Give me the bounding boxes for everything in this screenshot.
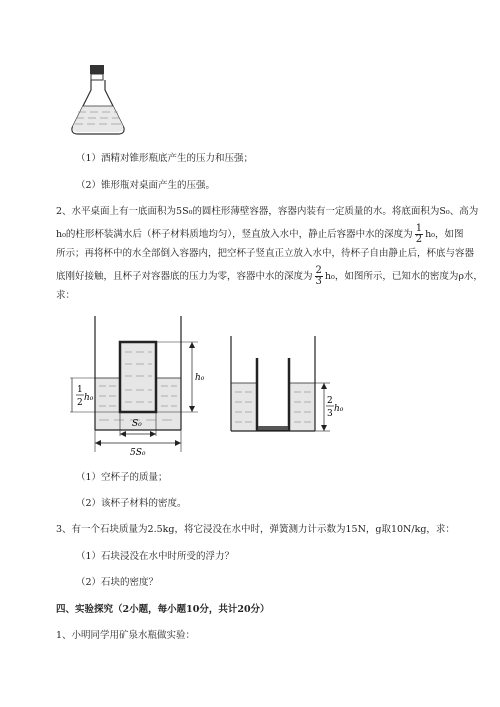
fig1-s0-label: S₀ bbox=[132, 419, 142, 429]
fig1-half-num: 1 bbox=[77, 385, 83, 395]
problem1-sub2: （2）锥形瓶对桌面产生的压强。 bbox=[76, 180, 216, 191]
fraction-half bbox=[415, 224, 423, 245]
container-figure-1 bbox=[64, 312, 204, 458]
problem2-sub1: （1）空杯子的质量； bbox=[76, 472, 168, 483]
fig2-frac-den: 3 bbox=[327, 409, 333, 419]
problem2-sub2: （2）该杯子材料的密度。 bbox=[76, 498, 187, 509]
container-figure-2 bbox=[226, 330, 346, 436]
fig1-half-den: 2 bbox=[77, 398, 83, 408]
problem2-line4a: 底刚好接触，且杯子对容器底的压力为零，容器中水的深度为 bbox=[56, 271, 313, 282]
fraction-two-thirds-num: 2 bbox=[315, 265, 322, 276]
problem3-sub1: （1）石块浸没在水中时所受的浮力？ bbox=[76, 551, 235, 562]
fraction-half-num: 1 bbox=[415, 223, 423, 234]
fraction-two-thirds bbox=[315, 266, 323, 287]
problem1-sub1: （1）酒精对锥形瓶底产生的压力和压强； bbox=[76, 153, 254, 164]
section4-heading: 四、实验探究（2小题，每小题10分，共计20分） bbox=[56, 604, 270, 615]
problem2-line2b: h₀，如图 bbox=[425, 229, 464, 240]
flask-figure bbox=[66, 62, 130, 138]
fraction-two-thirds-den: 3 bbox=[315, 276, 322, 287]
problem2-line4 bbox=[56, 266, 483, 287]
fraction-half-den: 2 bbox=[415, 234, 423, 245]
problem2-line5: 求： bbox=[56, 290, 76, 301]
problem2-line1: 2、水平桌面上有一底面积为5S₀的圆柱形薄壁容器，容器内装有一定质量的水。将底面积为S₀、高为 bbox=[56, 206, 479, 217]
fig2-h0: h₀ bbox=[334, 404, 344, 414]
problem2-line2a: h₀的柱形杯装满水后（杯子材料质地均匀），竖直放入水中，静止后容器中水的深度为 bbox=[56, 229, 413, 240]
fig1-half-h0: h₀ bbox=[84, 393, 94, 403]
section4-q1: 1、小明同学用矿泉水瓶做实验： bbox=[56, 630, 196, 641]
fig1-h0-label: h₀ bbox=[195, 373, 204, 383]
problem2-line2 bbox=[56, 224, 464, 245]
problem3-line1: 3、有一个石块质量为2.5kg，将它浸没在水中时，弹簧测力计示数为15N，g取10N/kg，求： bbox=[56, 524, 455, 535]
problem3-sub2: （2）石块的密度？ bbox=[76, 577, 159, 588]
problem2-line3: 所示；再将杯中的水全部倒入容器内，把空杯子竖直正立放入水中，待杯子自由静止后，杯底与容器 bbox=[56, 248, 475, 259]
fig1-5s0-label: 5S₀ bbox=[130, 448, 146, 458]
fig2-frac-num: 2 bbox=[327, 396, 333, 406]
problem2-line4b: h₀，如图所示，已知水的密度为ρ水， bbox=[324, 271, 483, 282]
